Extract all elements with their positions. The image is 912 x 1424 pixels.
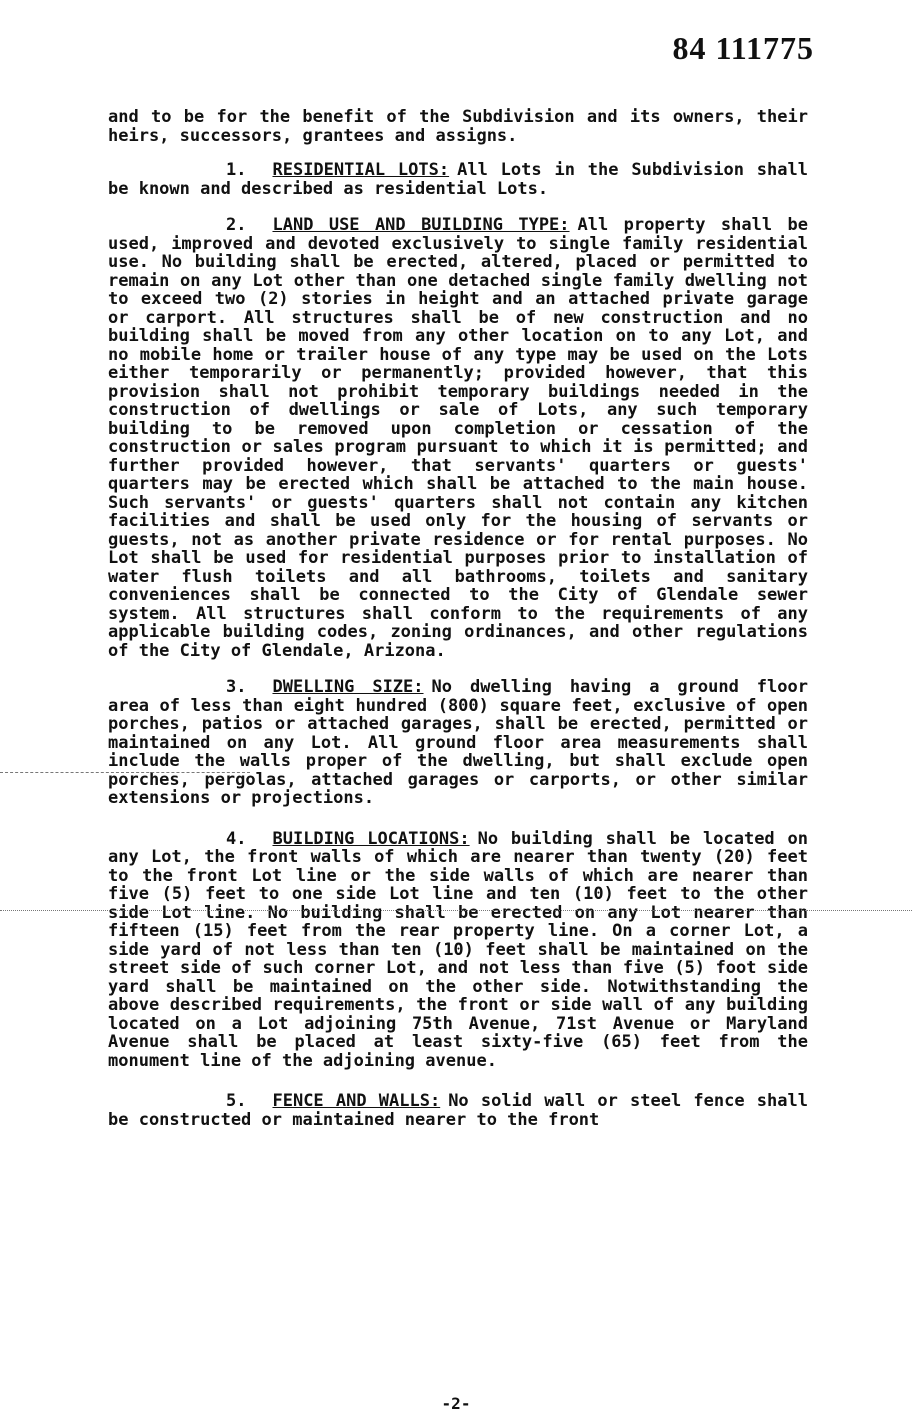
- section-text: All Lots in the Subdivision shall be known and described as residential Lots.: [108, 160, 808, 199]
- scan-artifact-line: [0, 910, 912, 911]
- section-heading: LAND USE AND BUILDING TYPE:: [272, 215, 570, 235]
- section-heading: DWELLING SIZE:: [272, 677, 424, 697]
- section-number: 5.: [226, 1091, 247, 1111]
- document-number: 84 111775: [672, 30, 814, 66]
- section-text: No dwelling having a ground floor area of less than eight hundred (800) square feet, exclusive of open porches, patios or attached garages, shall be erected, permitted or maintained on any Lot. All ground floor area measurements shall include the walls proper of the dwelling, but shall exclude open porches, pergolas, attached garages or carports, or other similar extensions or projections.: [108, 677, 808, 808]
- section-number: 2.: [226, 215, 247, 235]
- section-heading: BUILDING LOCATIONS:: [272, 828, 470, 849]
- section-number: 1.: [226, 160, 247, 180]
- page-number: -2-: [441, 1394, 471, 1413]
- section-number: 4.: [226, 828, 247, 849]
- intro-text: and to be for the benefit of the Subdivision and its owners, their heirs, successors, grantees and assigns.: [108, 107, 808, 146]
- section-text: No building shall be located on any Lot, the front walls of which are nearer than twenty (20) feet to the front Lot line or the side walls of which are nearer than five (5) feet to one side Lot line and ten (10) feet to the other side Lot line. No building shall be erected on any Lot nearer than fifteen (15) feet from the rear property line. On a corner Lot, a side yard of not less than ten (10) feet shall be maintained on the street side of such corner Lot, and not less than five (5) foot side yard shall be maintained on the other side. Notwithstanding the above described requirements, the front or side wall of any building located on a Lot adjoining 75th Avenue, 71st Avenue or Maryland Avenue shall be placed at least sixty-five (65) feet from the monument line of the adjoining avenue.: [108, 828, 808, 1071]
- section-text: All property shall be used, improved and devoted exclusively to single family residential use. No building shall be erected, altered, placed or permitted to remain on any Lot other than one detached single family dwelling not to exceed two (2) stories in height and an attached private garage or carport. All structures shall be of new construction and no building shall be moved from any other location on to any Lot, and no mobile home or trailer house of any type may be used on the Lots either temporarily or permanently; provided however, that this provision shall not prohibit temporary buildings needed in the construction of dwellings or sale of Lots, any such temporary building to be removed upon completion or cessation of the construction or sales program pursuant to which it is permitted; and further provided however, that servants' quarters or guests' quarters may be erected which shall be attached to the main house. Such servants' or guests' quarters shall not contain any kitchen facilities and shall be used only for the housing of servants or guests, not as another private residence or for rental purposes. No Lot shall be used for residential purposes prior to installation of water flush toilets and all bathrooms, toilets and sanitary conveniences shall be connected to the City of Glendale sewer system. All structures shall conform to the requirements of any applicable building codes, zoning ordinances, and other regulations of the City of Glendale, Arizona.: [108, 215, 808, 661]
- section-building-locations: [108, 830, 808, 1071]
- section-land-use: [108, 216, 808, 660]
- section-text: No solid wall or steel fence shall be constructed or maintained nearer to the front: [108, 1091, 808, 1130]
- scan-artifact-line: [0, 772, 250, 773]
- section-number: 3.: [226, 677, 247, 697]
- document-body: [108, 108, 808, 1145]
- section-heading: FENCE AND WALLS:: [272, 1091, 441, 1111]
- section-fence-walls: [108, 1092, 808, 1129]
- section-dwelling-size: [108, 678, 808, 808]
- intro-paragraph: [108, 108, 808, 145]
- section-heading: RESIDENTIAL LOTS:: [272, 160, 450, 180]
- section-residential-lots: [108, 161, 808, 198]
